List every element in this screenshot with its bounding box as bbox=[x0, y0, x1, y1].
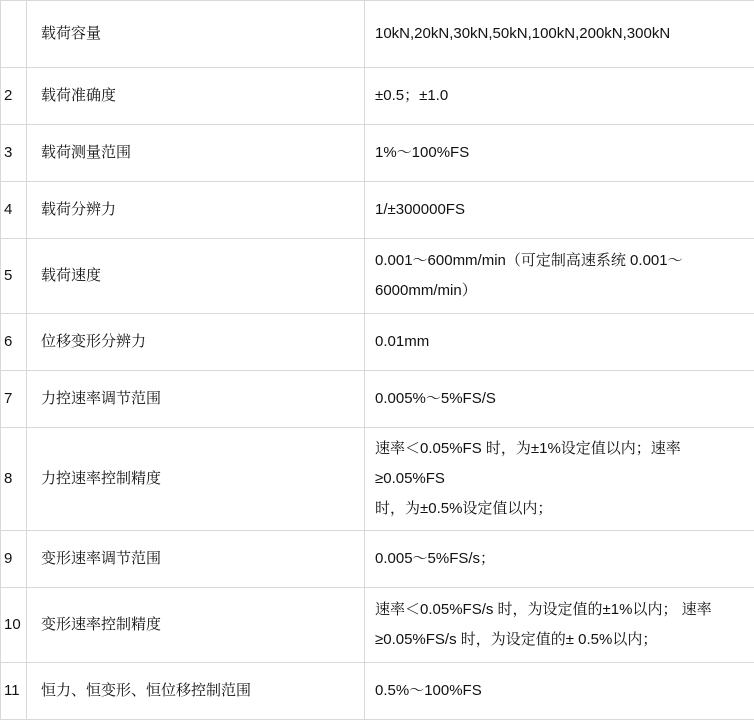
specification-table-body bbox=[1, 1, 754, 720]
table-row bbox=[1, 428, 754, 531]
row-value-cell bbox=[365, 182, 754, 239]
row-value-cell bbox=[365, 588, 754, 663]
row-value-cell bbox=[365, 239, 754, 314]
row-item-cell: 载荷速度 bbox=[27, 239, 365, 314]
table-row bbox=[1, 371, 754, 428]
row-value-line: 6000mm/min） bbox=[375, 276, 746, 306]
row-value-cell bbox=[365, 1, 754, 68]
row-item-cell: 力控速率调节范围 bbox=[27, 371, 365, 428]
row-item-cell: 力控速率控制精度 bbox=[27, 428, 365, 531]
table-row bbox=[1, 531, 754, 588]
row-value-line: 时，为±0.5%设定值以内； bbox=[375, 494, 746, 524]
row-index-cell: 7 bbox=[1, 371, 27, 428]
row-value-cell bbox=[365, 663, 754, 720]
table-row bbox=[1, 125, 754, 182]
row-value-line: 0.001～600mm/min（可定制高速系统 0.001～ bbox=[375, 246, 746, 276]
row-value-line: 10kN,20kN,30kN,50kN,100kN,200kN,300kN bbox=[375, 19, 746, 49]
table-row bbox=[1, 239, 754, 314]
row-index-cell bbox=[1, 1, 27, 68]
row-index-cell: 9 bbox=[1, 531, 27, 588]
table-row bbox=[1, 663, 754, 720]
row-value-cell bbox=[365, 531, 754, 588]
row-index-cell: 5 bbox=[1, 239, 27, 314]
table-row bbox=[1, 68, 754, 125]
row-value-line: 速率＜0.05%FS 时，为±1%设定值以内；速率≥0.05%FS bbox=[375, 434, 746, 494]
table-row bbox=[1, 182, 754, 239]
row-value-line: 1/±300000FS bbox=[375, 195, 746, 225]
table-row bbox=[1, 1, 754, 68]
row-value-line: 0.005～5%FS/s； bbox=[375, 544, 746, 574]
row-index-cell: 2 bbox=[1, 68, 27, 125]
row-item-cell: 载荷容量 bbox=[27, 1, 365, 68]
row-item-cell: 变形速率调节范围 bbox=[27, 531, 365, 588]
row-item-cell: 载荷分辨力 bbox=[27, 182, 365, 239]
row-value-cell bbox=[365, 125, 754, 182]
row-value-line: 速率＜0.05%FS/s 时，为设定值的±1%以内； 速率 bbox=[375, 595, 746, 625]
row-index-cell: 6 bbox=[1, 314, 27, 371]
row-item-cell: 变形速率控制精度 bbox=[27, 588, 365, 663]
row-value-line: 0.005%～5%FS/S bbox=[375, 384, 746, 414]
table-row bbox=[1, 588, 754, 663]
row-index-cell: 4 bbox=[1, 182, 27, 239]
row-index-cell: 3 bbox=[1, 125, 27, 182]
row-item-cell: 载荷准确度 bbox=[27, 68, 365, 125]
row-index-cell: 8 bbox=[1, 428, 27, 531]
row-value-line: 0.01mm bbox=[375, 327, 746, 357]
row-value-line: 1%～100%FS bbox=[375, 138, 746, 168]
row-value-cell bbox=[365, 314, 754, 371]
row-item-cell: 恒力、恒变形、恒位移控制范围 bbox=[27, 663, 365, 720]
row-value-cell bbox=[365, 68, 754, 125]
row-index-cell: 10 bbox=[1, 588, 27, 663]
row-index-cell: 11 bbox=[1, 663, 27, 720]
row-item-cell: 位移变形分辨力 bbox=[27, 314, 365, 371]
row-item-cell: 载荷测量范围 bbox=[27, 125, 365, 182]
row-value-line: 0.5%～100%FS bbox=[375, 676, 746, 706]
table-row bbox=[1, 314, 754, 371]
row-value-cell bbox=[365, 371, 754, 428]
row-value-line: ±0.5；±1.0 bbox=[375, 81, 746, 111]
row-value-cell bbox=[365, 428, 754, 531]
row-value-line: ≥0.05%FS/s 时，为设定值的± 0.5%以内； bbox=[375, 625, 746, 655]
